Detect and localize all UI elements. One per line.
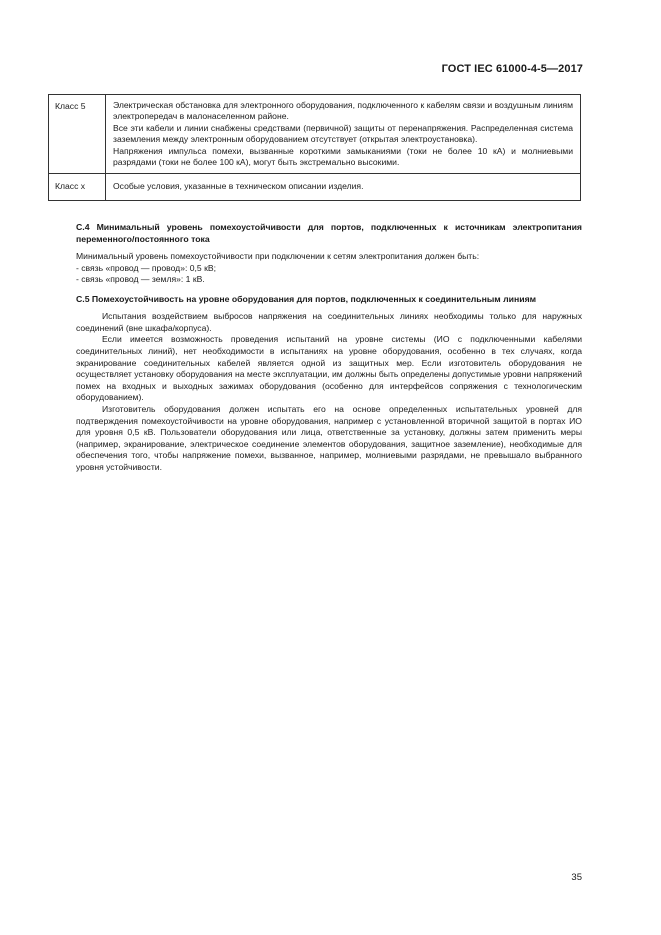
description-line: Все эти кабели и линии снабжены средствами (первичной) защиты от перенапряжения. Распределенная система заземления между электронным оборудованием отсутствует (открытая электроустановка). — [113, 122, 573, 145]
section-c4-heading: С.4 Минимальный уровень помехоустойчивости для портов, подключенных к источникам электропитания переменного/постоянного тока — [76, 222, 582, 244]
page-number: 35 — [571, 872, 582, 883]
table-row — [49, 95, 581, 174]
section-c5-heading: С.5 Помехоустойчивость на уровне оборудования для портов, подключенных к соединительным линиям — [76, 293, 537, 304]
section-c4-intro: Минимальный уровень помехоустойчивости при подключении к сетям электропитания должен быть: — [76, 251, 480, 261]
environment-class-table — [48, 94, 581, 201]
class-label: Класс x — [49, 174, 106, 200]
description-line: Особые условия, указанные в техническом описании изделия. — [113, 181, 364, 192]
body-paragraph: Если имеется возможность проведения испытаний на уровне системы (ИО с подключенными кабелями соединительных линий), нет необходимости в испытаниях на уровне оборудования, особенно в тех случаях, когда экранирование соединительных кабелей является одной из защитных мер. Если изготовитель оборудования не осуществляет установку оборудования на месте эксплуатации, им должны быть определены допустимые уровни напряжений помех на входных и выходных зажимах оборудования (особенно для интерфейсов сопряжения с технологическим оборудованием). — [76, 334, 582, 403]
body-paragraph: Изготовитель оборудования должен испытать его на основе определенных испытательных уровней для подтверждения помехоустойчивости на уровне оборудования, например с установленной вторичной защитой в портах ИО для уровня 0,5 кВ. Пользователи оборудования или лица, ответственные за установку, должны затем применить меры (например, экранирование, электрическое соединение элементов оборудования, защитное заземление), необходимые для обеспечения того, чтобы напряжение помехи, вызванное, например, молниевыми разрядами, не превышало выбранного уровня устойчивости. — [76, 404, 582, 472]
body-paragraph: Испытания воздействием выбросов напряжения на соединительных линиях необходимы только для наружных соединений (вне шкафа/корпуса). — [76, 311, 582, 333]
class-description — [106, 95, 581, 174]
description-line: Напряжения импульса помехи, вызванные короткими замыканиями (токи не более 10 кА) и молниевыми разрядами (токи не более 100 кА), могут быть экстремально высокими. — [113, 145, 573, 168]
document-body — [76, 222, 582, 474]
class-label: Класс 5 — [49, 95, 106, 174]
list-item: - связь «провод — провод»: 0,5 кВ; — [76, 262, 216, 273]
class-description — [106, 174, 581, 200]
description-line: Электрическая обстановка для электронного оборудования, подключенного к кабелям связи и воздушным линиям электропередач в малонаселенном районе. — [113, 100, 573, 122]
document-code-header: ГОСТ IEC 61000-4-5—2017 — [441, 63, 583, 75]
list-item: - связь «провод — земля»: 1 кВ. — [76, 274, 205, 285]
table-row — [49, 174, 581, 200]
